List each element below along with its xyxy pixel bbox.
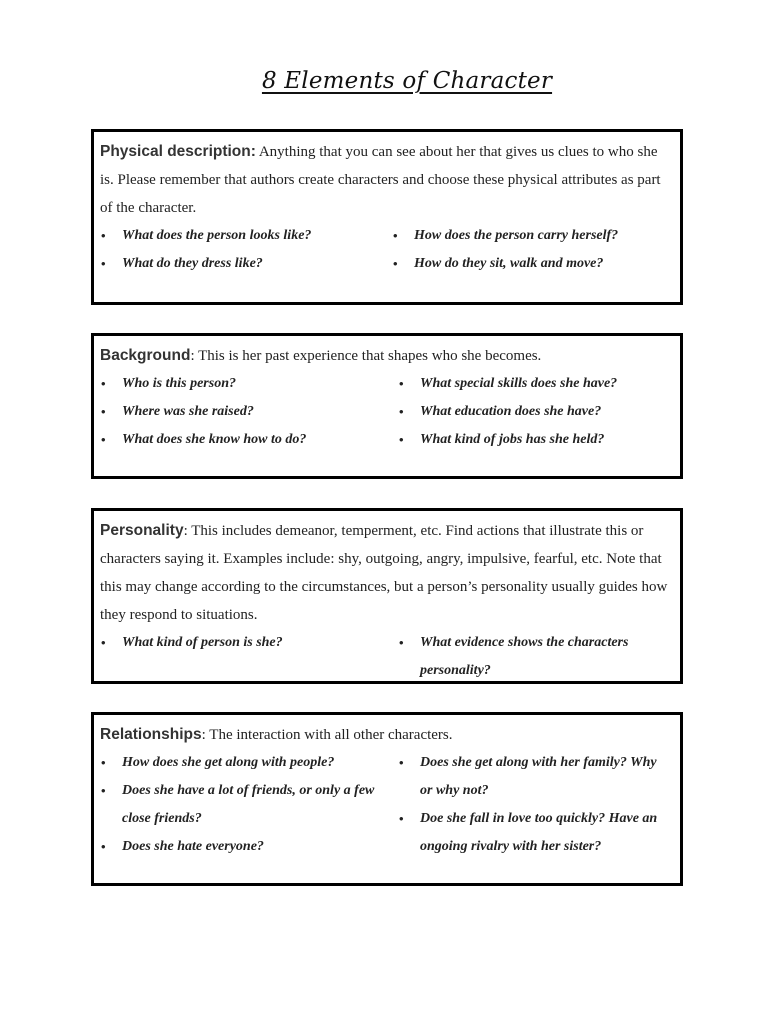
- section-personality: [91, 508, 683, 684]
- section-physical-description: [91, 129, 683, 305]
- question-list-left: [100, 222, 392, 278]
- question-list-left: [100, 629, 398, 685]
- document-title: 8 Elements of Character: [261, 68, 553, 94]
- section-description-text: : This includes demeanor, temperment, etc. Find actions that illustrate this or characters saying it. Examples include: shy, outgoing, angry, impulsive, fearful, etc. Note that this may change according to the circumstances, but a person’s personality usually guides how they respond to situations.: [100, 523, 668, 623]
- question-item: • What education does she have?: [398, 398, 668, 426]
- question-list-right: [398, 629, 668, 685]
- question-item: • How does she get along with people?: [100, 749, 398, 777]
- question-columns: [100, 222, 680, 278]
- section-description: [100, 517, 680, 629]
- section-heading: Relationships: [100, 726, 202, 743]
- question-item: • What does she know how to do?: [100, 426, 398, 454]
- question-list-right: [392, 222, 662, 278]
- section-heading: Background: [100, 347, 191, 364]
- section-relationships: [91, 712, 683, 886]
- section-description-text: Anything that you can see about her that gives us clues to who she is. Please remember that authors create characters and choose these physical attributes as part of the character.: [100, 144, 661, 216]
- question-list-left: [100, 749, 398, 861]
- question-item: • What evidence shows the characters personality?: [398, 629, 668, 685]
- question-item: • Who is this person?: [100, 370, 398, 398]
- section-heading: Personality: [100, 522, 184, 539]
- question-item: • Does she get along with her family? Why or why not?: [398, 749, 668, 805]
- question-item: • Does she hate everyone?: [100, 833, 398, 861]
- question-item: • Does she have a lot of friends, or only a few close friends?: [100, 777, 398, 833]
- question-item: • What do they dress like?: [100, 250, 392, 278]
- section-description: [100, 138, 680, 222]
- question-columns: [100, 370, 680, 454]
- question-item: • How does the person carry herself?: [392, 222, 662, 250]
- question-item: • What special skills does she have?: [398, 370, 668, 398]
- question-item: • How do they sit, walk and move?: [392, 250, 662, 278]
- question-item: • Where was she raised?: [100, 398, 398, 426]
- section-description: [100, 721, 680, 749]
- question-columns: [100, 749, 680, 861]
- question-list-left: [100, 370, 398, 454]
- question-item: • Doe she fall in love too quickly? Have an ongoing rivalry with her sister?: [398, 805, 668, 861]
- section-background: [91, 333, 683, 479]
- section-description-text: : This is her past experience that shapes who she becomes.: [190, 348, 542, 364]
- section-heading: Physical description:: [100, 143, 256, 160]
- question-columns: [100, 629, 680, 685]
- question-item: • What does the person looks like?: [100, 222, 392, 250]
- question-item: • What kind of jobs has she held?: [398, 426, 668, 454]
- question-list-right: [398, 749, 668, 861]
- section-description: [100, 342, 680, 370]
- question-item: • What kind of person is she?: [100, 629, 398, 657]
- section-description-text: : The interaction with all other characters.: [201, 727, 453, 743]
- question-list-right: [398, 370, 668, 454]
